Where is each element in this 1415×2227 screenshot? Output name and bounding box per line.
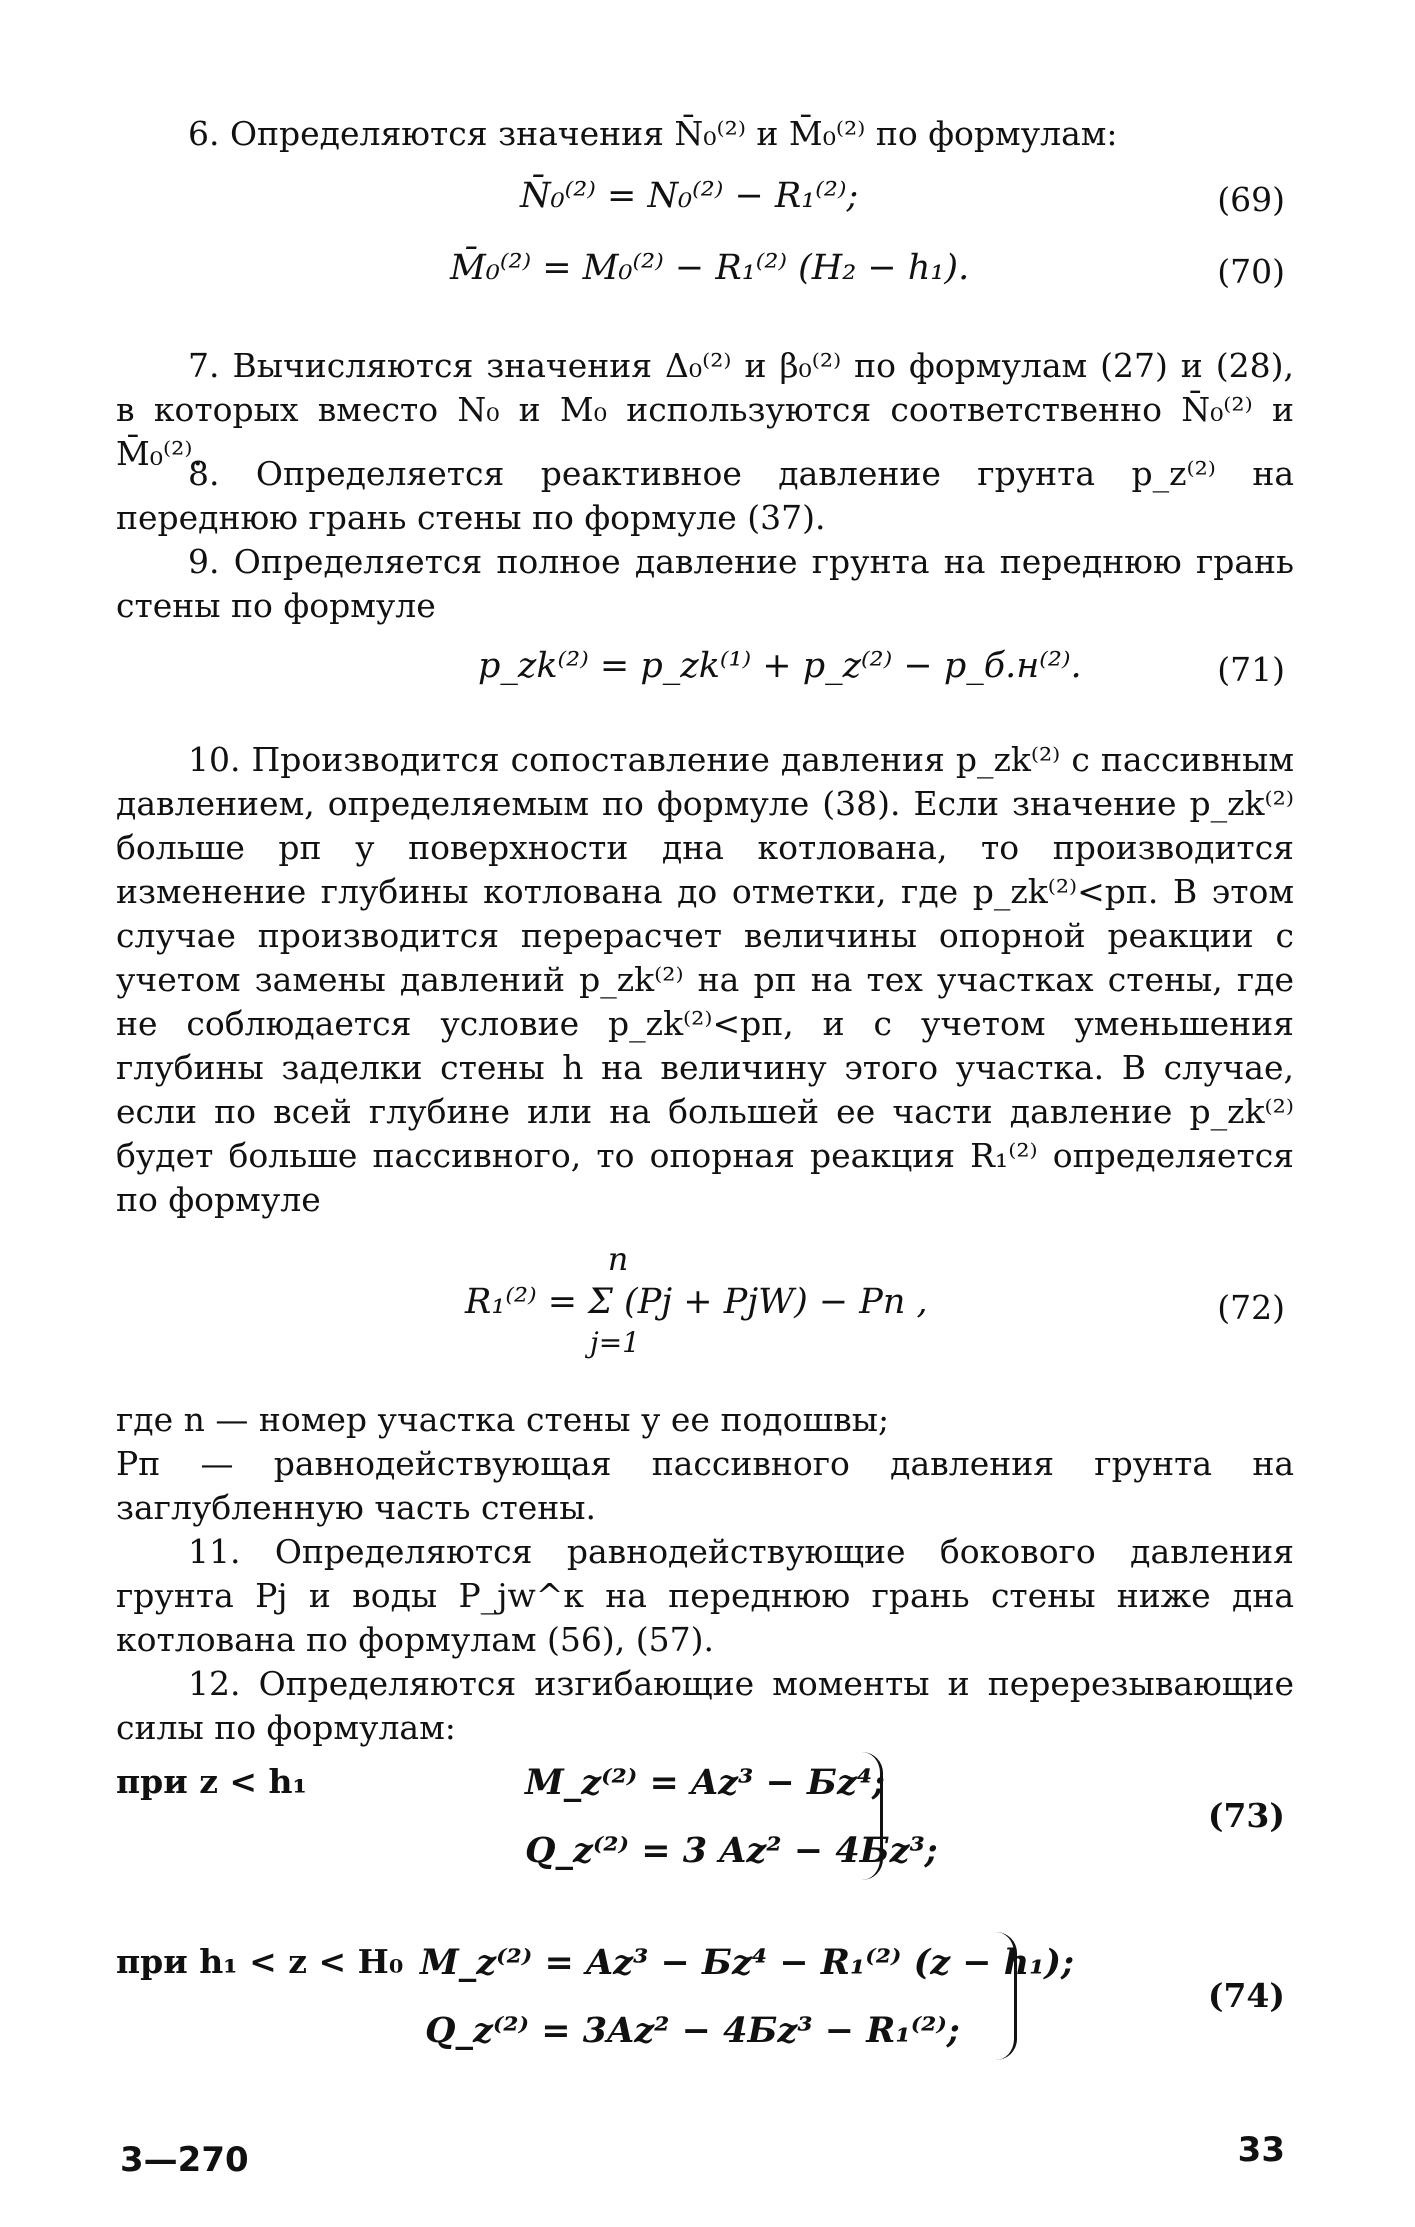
equation-number-69: (69) bbox=[1217, 180, 1285, 219]
equation-69: N̄₀⁽²⁾ = N₀⁽²⁾ − R₁⁽²⁾; bbox=[520, 176, 859, 216]
where-pp: Pп — равнодействующая пассивного давления грунта на заглубленную часть стены. bbox=[116, 1444, 1294, 1527]
paragraph-6: 6. Определяются значения N̄₀⁽²⁾ и M̄₀⁽²⁾ по формулам: bbox=[188, 114, 1118, 153]
equation-70: M̄₀⁽²⁾ = M₀⁽²⁾ − R₁⁽²⁾ (H₂ − h₁). bbox=[450, 248, 970, 288]
equation-73b: Q_z⁽²⁾ = 3 Az² − 4Бz³; bbox=[525, 1830, 938, 1871]
page-number: 33 bbox=[1237, 2130, 1285, 2170]
equation-number-71: (71) bbox=[1217, 650, 1285, 689]
paragraph-8: 8. Определяется реактивное давление грунта p_z⁽²⁾ на переднюю грань стены по формуле (37). bbox=[116, 454, 1294, 537]
equation-72: R₁⁽²⁾ = Σ (Pj + PjW) − Pп , bbox=[465, 1282, 928, 1322]
equation-number-74: (74) bbox=[1207, 1976, 1285, 2015]
equation-number-73: (73) bbox=[1207, 1796, 1285, 1835]
brace-74 bbox=[996, 1932, 1017, 2060]
brace-73 bbox=[862, 1752, 883, 1880]
equation-number-72: (72) bbox=[1217, 1288, 1285, 1327]
paragraph-11: 11. Определяются равнодействующие бокового давления грунта Pj и воды P_jw^к на переднюю грань стены ниже дна котлована по формулам (56), (57). bbox=[116, 1532, 1294, 1659]
condition-74: при h₁ < z < H₀ bbox=[116, 1942, 404, 1981]
paragraph-12: 12. Определяются изгибающие моменты и перерезывающие силы по формулам: bbox=[116, 1664, 1294, 1747]
where-n: где n — номер участка стены у ее подошвы; bbox=[116, 1400, 890, 1439]
equation-73a: M_z⁽²⁾ = Az³ − Бz⁴; bbox=[525, 1762, 886, 1803]
sum-upper-limit: n bbox=[607, 1240, 629, 1278]
paragraph-7: 7. Вычисляются значения Δ₀⁽²⁾ и β₀⁽²⁾ по формулам (27) и (28), в которых вместо N₀ и M₀ используются соответственно N̄₀⁽²⁾ и M̄₀⁽²⁾. bbox=[116, 346, 1294, 473]
equation-74b: Q_z⁽²⁾ = 3Az² − 4Бz³ − R₁⁽²⁾; bbox=[425, 2010, 960, 2051]
condition-73: при z < h₁ bbox=[116, 1762, 308, 1801]
equation-number-70: (70) bbox=[1217, 252, 1285, 291]
sum-lower-limit: j=1 bbox=[590, 1326, 640, 1359]
paragraph-10: 10. Производится сопоставление давления p_zk⁽²⁾ с пассивным давлением, определяемым по формуле (38). Если значение p_zk⁽²⁾ больше pп у поверхности дна котлована, то производится изменение глубины котлована до отметки, где p_zk⁽²⁾<pп. В этом случае производится перерасчет величины опорной реакции с учетом замены давлений p_zk⁽²⁾ на pп на тех участках стены, где не соблюдается условие p_zk⁽²⁾<pп, и с учетом уменьшения глубины заделки стены h на величину этого участка. В случае, если по всей глубине или на большей ее части давление p_zk⁽²⁾ будет больше пассивного, то опорная реакция R₁⁽²⁾ определяется по формуле bbox=[116, 740, 1294, 1219]
footer-signature: 3—270 bbox=[120, 2140, 249, 2180]
equation-74a: M_z⁽²⁾ = Az³ − Бz⁴ − R₁⁽²⁾ (z − h₁); bbox=[420, 1942, 1075, 1983]
equation-71: p_zk⁽²⁾ = p_zk⁽¹⁾ + p_z⁽²⁾ − p_б.н⁽²⁾. bbox=[478, 646, 1082, 686]
paragraph-9: 9. Определяется полное давление грунта на переднюю грань стены по формуле bbox=[116, 542, 1294, 625]
